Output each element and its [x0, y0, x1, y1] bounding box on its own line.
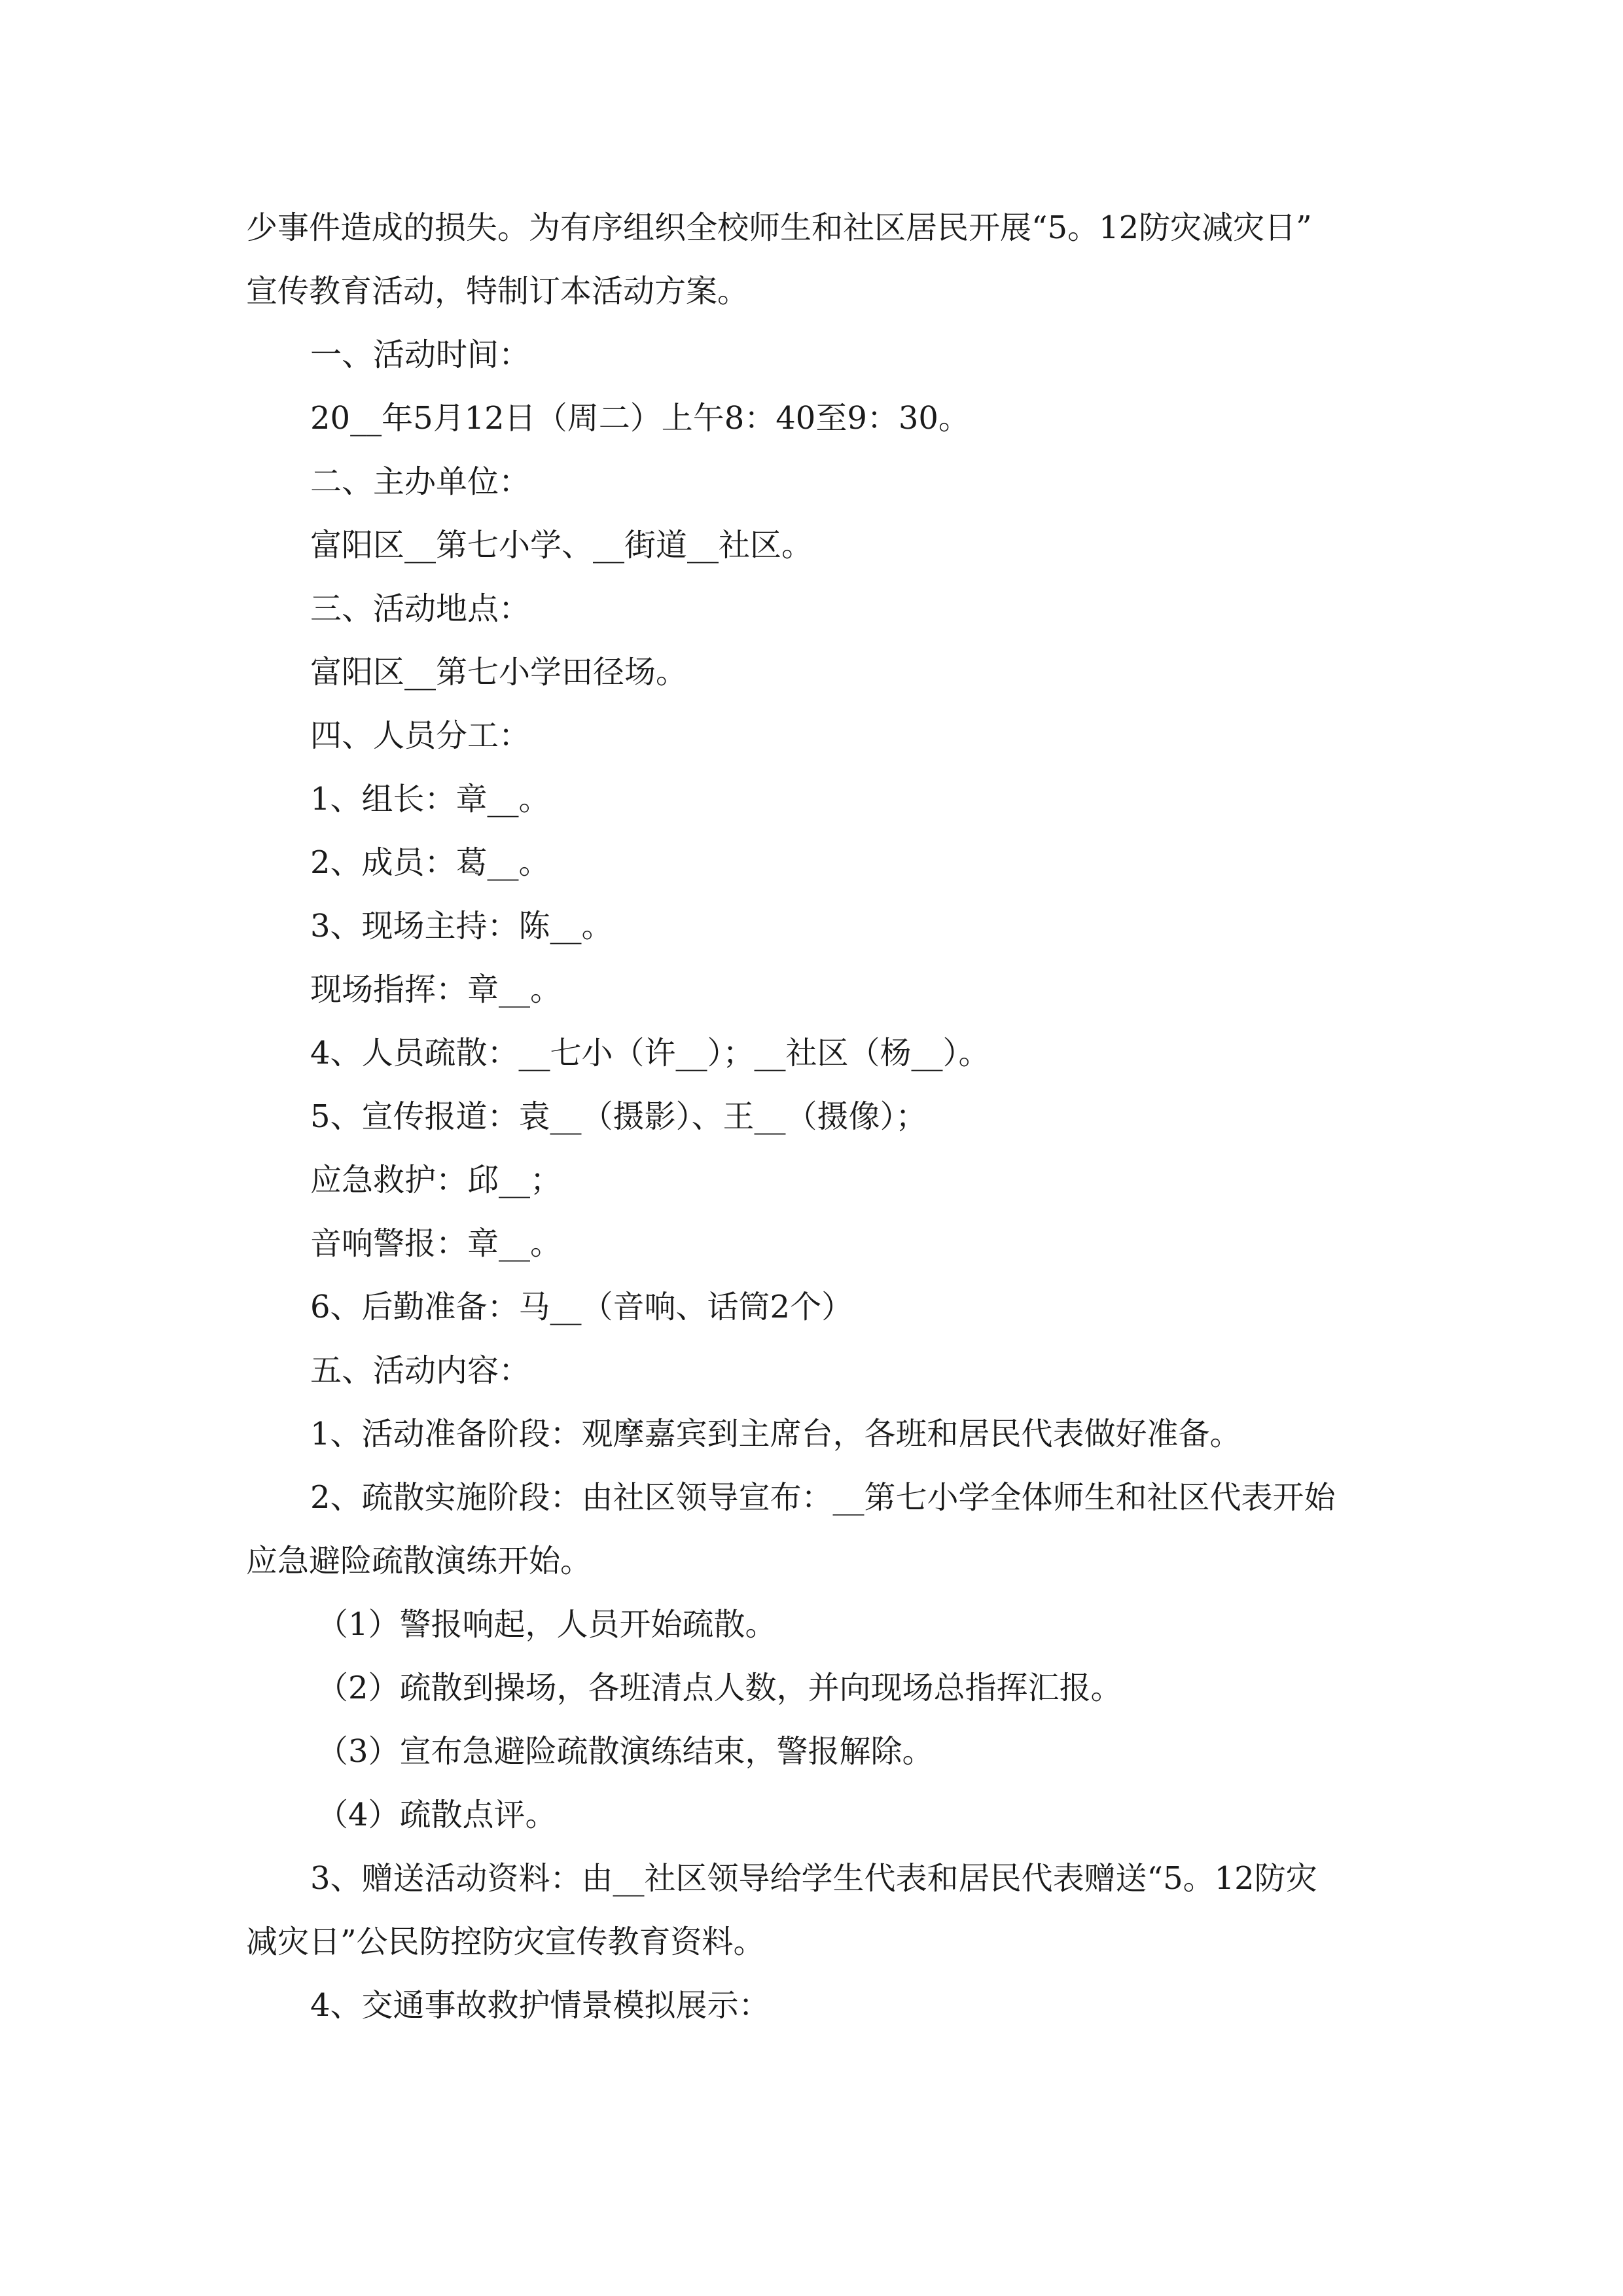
sub-list-item: （2）疏散到操场，各班清点人数，并向现场总指挥汇报。	[317, 1670, 1122, 1706]
list-item: 4、人员疏散：__七小（许__）；__社区（杨__）。	[310, 1035, 990, 1071]
text-line: 少事件造成的损失。为有序组织全校师生和社区居民开展“5。12防灾减灾日”	[246, 209, 1312, 246]
text-line: 20__年5月12日（周二）上午8：40至9：30。	[310, 400, 970, 437]
text-line: 减灾日”公民防控防灾宣传教育资料。	[246, 1924, 765, 1960]
section-heading-staff: 四、人员分工：	[310, 717, 531, 754]
list-item: 2、成员：葛__。	[310, 844, 550, 881]
text-line: 应急避险疏散演练开始。	[246, 1543, 592, 1579]
list-item: 5、宣传报道：袁__（摄影）、王__（摄像）；	[310, 1098, 927, 1135]
list-item: 4、交通事故救护情景模拟展示：	[310, 1987, 770, 2024]
text-line: 富阳区__第七小学田径场。	[310, 654, 688, 691]
list-item: 音响警报：章__。	[310, 1225, 562, 1262]
sub-list-item: （1）警报响起，人员开始疏散。	[317, 1606, 777, 1643]
document-body	[246, 196, 1385, 2037]
sub-list-item: （4）疏散点评。	[317, 1797, 557, 1833]
list-item: 6、后勤准备：马__（音响、话筒2个）	[310, 1289, 853, 1325]
sub-list-item: （3）宣布急避险疏散演练结束，警报解除。	[317, 1733, 934, 1770]
section-heading-content: 五、活动内容：	[310, 1352, 531, 1389]
section-heading-organizer: 二、主办单位：	[310, 463, 531, 500]
list-item: 现场指挥：章__。	[310, 971, 562, 1008]
list-item: 应急救护：邱__；	[310, 1162, 562, 1198]
list-item: 1、活动准备阶段：观摩嘉宾到主席台，各班和居民代表做好准备。	[310, 1416, 1241, 1452]
list-item: 3、赠送活动资料：由__社区领导给学生代表和居民代表赠送“5。12防灾	[310, 1860, 1317, 1897]
text-line: 宣传教育活动，特制订本活动方案。	[246, 273, 749, 310]
text-line: 富阳区__第七小学、__街道__社区。	[310, 527, 813, 564]
section-heading-time: 一、活动时间：	[310, 336, 531, 373]
list-item: 3、现场主持：陈__。	[310, 908, 613, 944]
list-item: 1、组长：章__。	[310, 781, 550, 817]
section-heading-location: 三、活动地点：	[310, 590, 531, 627]
list-item: 2、疏散实施阶段：由社区领导宣布：__第七小学全体师生和社区代表开始	[310, 1479, 1336, 1516]
